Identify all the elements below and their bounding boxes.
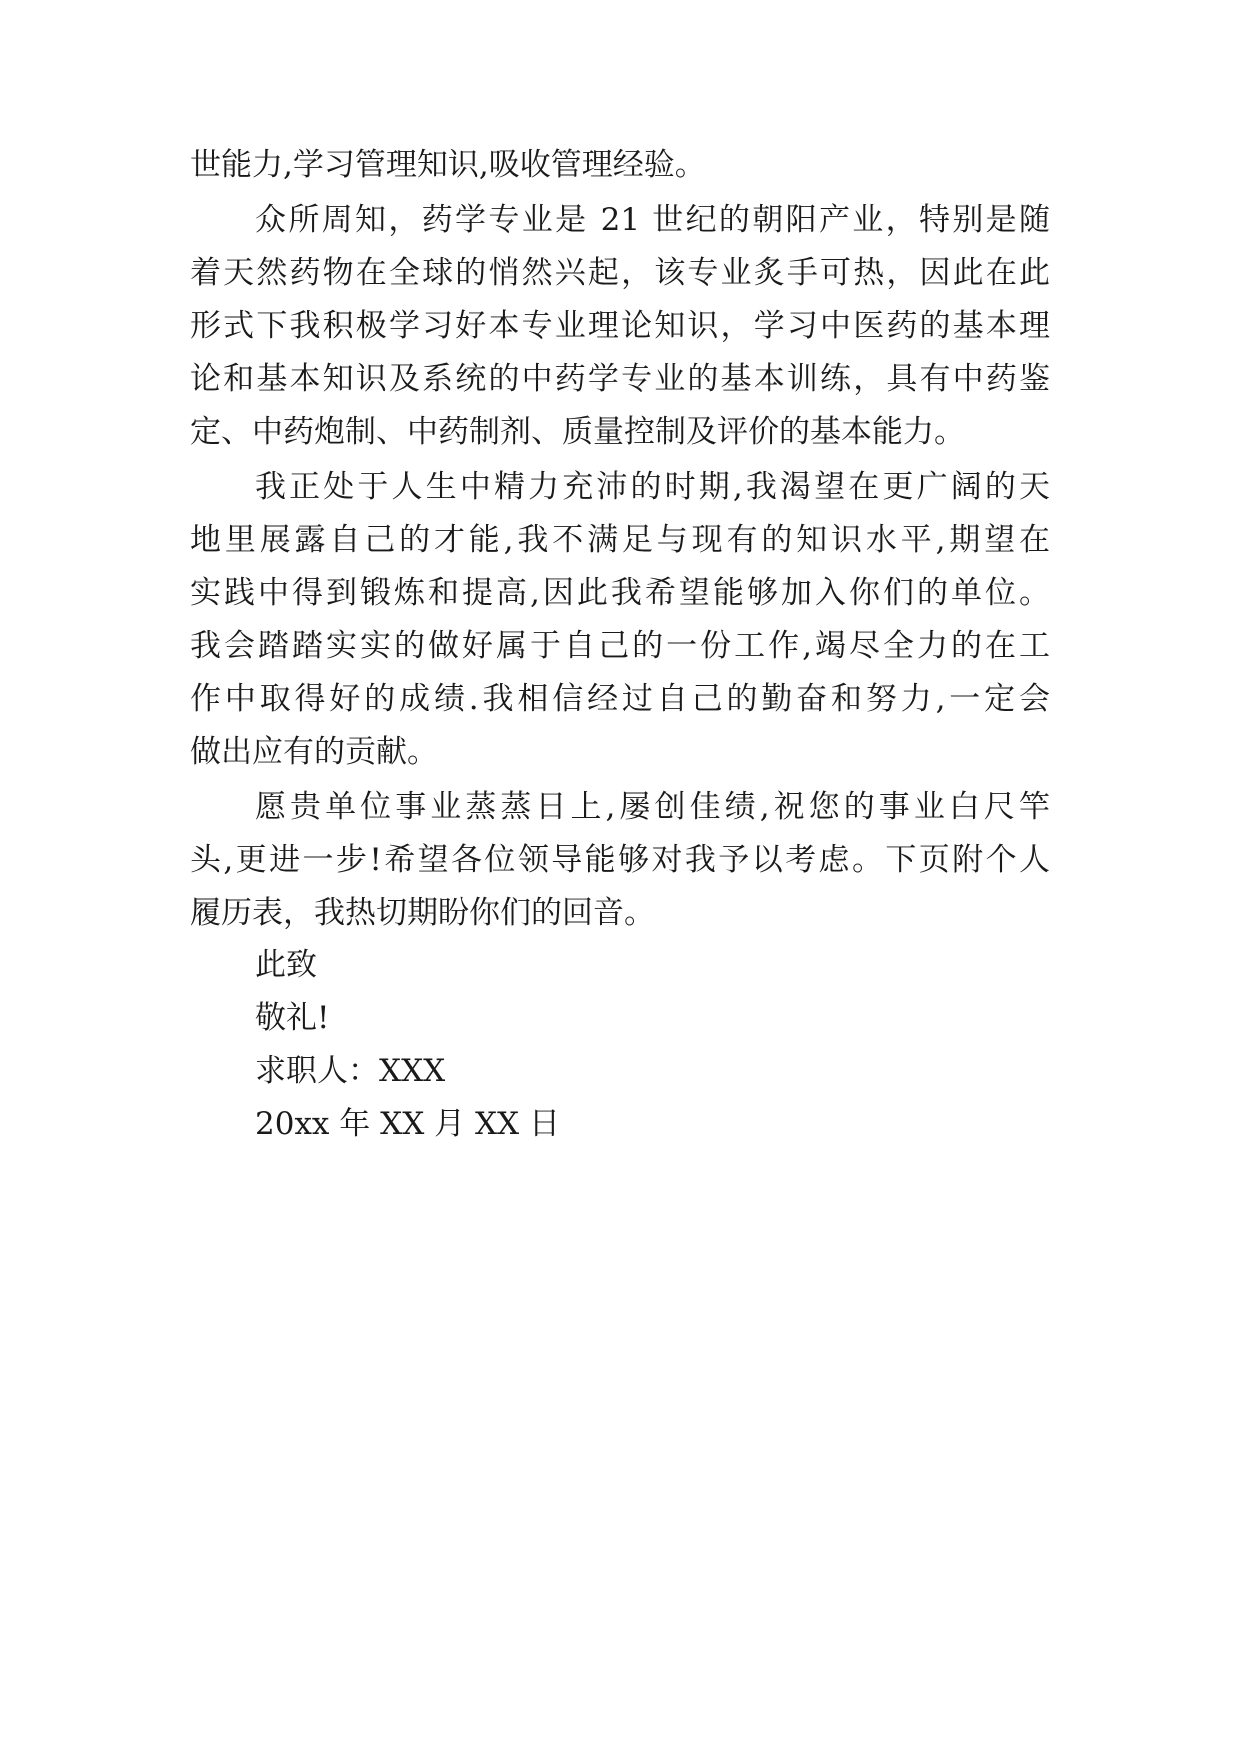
applicant-signature: 求职人：XXX — [255, 1053, 446, 1089]
paragraph-line: 着天然药物在全球的悄然兴起，该专业炙手可热，因此在此 — [190, 255, 1050, 291]
paragraph-line: 定、中药炮制、中药制剂、质量控制及评价的基本能力。 — [190, 414, 965, 450]
paragraph-line: 地里展露自己的才能,我不满足与现有的知识水平,期望在 — [190, 522, 1050, 558]
closing-regards: 敬礼! — [255, 1000, 330, 1036]
paragraph-line: 我会踏踏实实的做好属于自己的一份工作,竭尽全力的在工 — [190, 628, 1050, 664]
paragraph-line: 愿贵单位事业蒸蒸日上,屡创佳绩,祝您的事业白尺竿 — [255, 789, 1050, 825]
paragraph-line: 我正处于人生中精力充沛的时期,我渴望在更广阔的天 — [255, 469, 1050, 505]
paragraph-line: 头,更进一步!希望各位领导能够对我予以考虑。下页附个人 — [190, 842, 1050, 878]
paragraph-line: 世能力,学习管理知识,吸收管理经验。 — [190, 147, 706, 183]
paragraph-line: 形式下我积极学习好本专业理论知识，学习中医药的基本理 — [190, 308, 1050, 344]
paragraph-line: 论和基本知识及系统的中药学专业的基本训练，具有中药鉴 — [190, 361, 1050, 397]
paragraph-line: 实践中得到锻炼和提高,因此我希望能够加入你们的单位。 — [190, 575, 1050, 611]
paragraph-line: 履历表，我热切期盼你们的回音。 — [190, 895, 655, 931]
paragraph-line: 作中取得好的成绩.我相信经过自己的勤奋和努力,一定会 — [190, 681, 1050, 717]
paragraph-line: 众所周知，药学专业是 21 世纪的朝阳产业，特别是随 — [255, 202, 1050, 238]
letter-date: 20xx 年 XX 月 XX 日 — [255, 1106, 560, 1142]
paragraph-line: 做出应有的贡献。 — [190, 734, 438, 770]
closing-salutation: 此致 — [255, 947, 317, 983]
